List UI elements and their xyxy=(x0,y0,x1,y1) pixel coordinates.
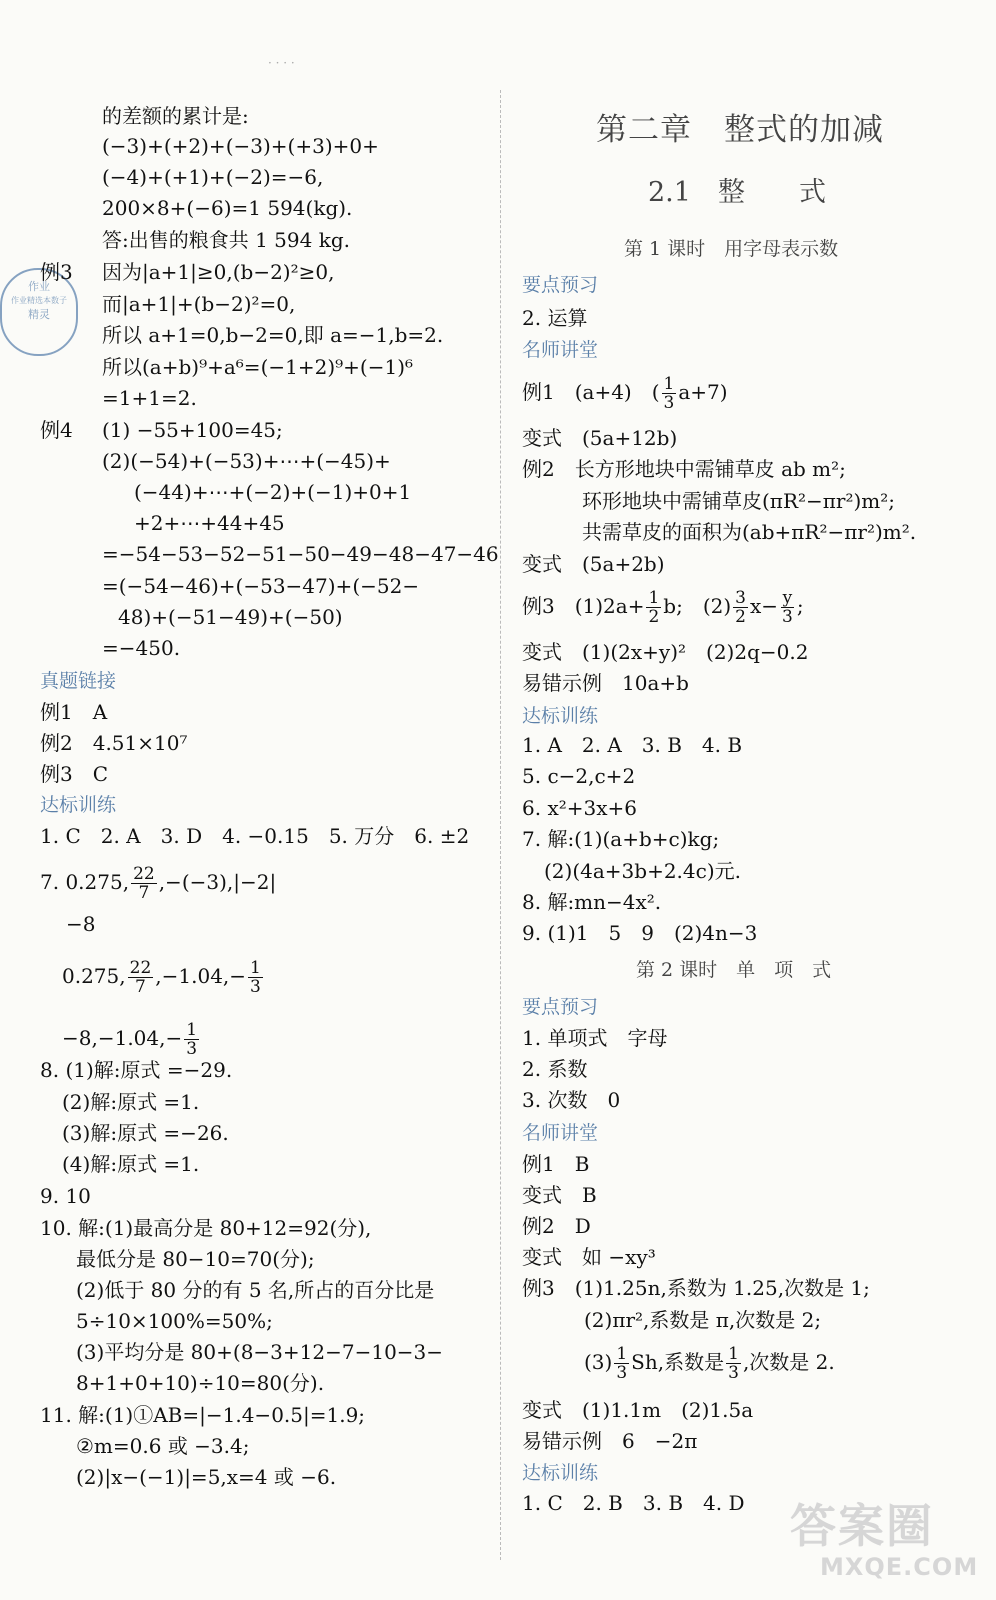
mingshi-item: 变式 如 −xy³ xyxy=(522,1245,656,1269)
column-divider xyxy=(500,90,501,1560)
section-zhenti: 真题链接 xyxy=(40,670,117,692)
intro-line: 200×8+(−6)=1 594(kg). xyxy=(102,196,353,220)
zhenti-item: 例1 A xyxy=(40,700,108,724)
section-yaodian-2: 要点预习 xyxy=(522,996,599,1018)
yicuo-1: 易错示例 10a+b xyxy=(522,671,689,695)
example-3-line: 所以 a+1=0,b−2=0,即 a=−1,b=2. xyxy=(102,323,444,347)
q8-line: (3)解:原式 =−26. xyxy=(62,1121,229,1145)
mingshi-item: 例2 D xyxy=(522,1214,591,1238)
fraction: $\frac{1}{3}$ xyxy=(186,1020,198,1059)
mingshi-item: 变式 B xyxy=(522,1183,597,1207)
example-1: 例1 (a+4) ( $\frac{1}{3}$ a+7) xyxy=(522,374,728,413)
dabiao-item: 6. x²+3x+6 xyxy=(522,796,637,820)
example-3-line: 因为|a+1|≥0,(b−2)²≥0, xyxy=(102,260,335,284)
dabiao-item: (2)(4a+3b+2.4c)元. xyxy=(544,859,741,883)
watermark-logo: 答案圈 MXQE.COM xyxy=(790,1499,979,1581)
fraction: $\frac{1}{3}$ xyxy=(663,374,675,413)
bianshi-4: 变式 (1)1.1m (2)1.5a xyxy=(522,1398,754,1422)
example-2-line: 共需草皮的面积为(ab+πR²−πr²)m². xyxy=(582,520,917,544)
q7-line2: −8 xyxy=(66,912,96,936)
answers-1-6: 1. C 2. A 3. D 4. −0.15 5. 万分 6. ±2 xyxy=(40,824,470,848)
lesson-2-title: 第 2 课时 单 项 式 xyxy=(636,959,832,981)
intro-line: 答:出售的粮食共 1 594 kg. xyxy=(102,228,350,252)
yicuo-2: 易错示例 6 −2π xyxy=(522,1429,698,1453)
example-3-line: =1+1=2. xyxy=(102,386,197,410)
intro-line: 的差额的累计是: xyxy=(102,104,249,128)
example-4-line: (2)(−54)+(−53)+⋯+(−45)+ xyxy=(102,449,391,473)
dabiao-item: 7. 解:(1)(a+b+c)kg; xyxy=(522,827,720,851)
example-4-line: =−54−53−52−51−50−49−48−47−46 xyxy=(102,542,499,566)
section-dabiao-1: 达标训练 xyxy=(522,705,599,727)
fraction: $\frac{y}{3}$ xyxy=(782,588,793,627)
example-3-label: 例3 xyxy=(40,260,73,284)
fraction: $\frac{1}{2}$ xyxy=(648,588,660,627)
section-title: 2.1 整 式 xyxy=(648,177,826,208)
bianshi-2: 变式 (5a+2b) xyxy=(522,552,665,576)
example-3-line: 所以(a+b)⁹+a⁶=(−1+2)⁹+(−1)⁶ xyxy=(102,355,414,379)
fraction: $\frac{1}{3}$ xyxy=(250,958,261,997)
q10-line: (2)低于 80 分的有 5 名,所占的百分比是 xyxy=(76,1278,435,1302)
yaodian-item: 3. 次数 0 xyxy=(522,1088,621,1112)
example-4-line: 48)+(−51−49)+(−50) xyxy=(118,605,343,629)
example-3b-line3: (3) $\frac{1}{3}$ Sh,系数是 $\frac{1}{3}$ ,次数是 2. xyxy=(584,1344,835,1383)
q8-line: 8. (1)解:原式 =−29. xyxy=(40,1058,233,1082)
fraction: $\frac{1}{3}$ xyxy=(728,1344,739,1383)
example-2-line: 环形地块中需铺草皮(πR²−πr²)m²; xyxy=(582,489,896,513)
yaodian-item: 1. 单项式 字母 xyxy=(522,1026,668,1050)
fraction: $\frac{1}{3}$ xyxy=(616,1344,628,1383)
q10-line: 10. 解:(1)最高分是 80+12=92(分), xyxy=(40,1216,372,1240)
section-dabiao: 达标训练 xyxy=(40,794,117,816)
example-4-line: (1) −55+100=45; xyxy=(102,418,283,442)
q8-line: (4)解:原式 =1. xyxy=(62,1152,200,1176)
example-4-line: =−450. xyxy=(102,636,181,660)
q10-line: 8+1+0+10)÷10=80(分). xyxy=(76,1371,325,1395)
chapter-title: 第二章 整式的加减 xyxy=(596,112,884,148)
bianshi-3: 变式 (1)(2x+y)² (2)2q−0.2 xyxy=(522,640,809,664)
fraction: $\frac{22}{7}$ xyxy=(129,958,152,997)
fraction: $\frac{22}{7}$ xyxy=(133,864,155,903)
yaodian-item: 2. 系数 xyxy=(522,1057,588,1081)
dabiao-item: 1. C 2. B 3. B 4. D xyxy=(522,1491,745,1515)
q7-line1: 7. 0.275, $\frac{22}{7}$ ,−(−3),|−2| xyxy=(40,864,277,903)
q8-line: (2)解:原式 =1. xyxy=(62,1090,200,1114)
q9: 9. 10 xyxy=(40,1184,91,1208)
q10-line: (3)平均分是 80+(8−3+12−7−10−3− xyxy=(76,1340,444,1364)
lesson-1-title: 第 1 课时 用字母表示数 xyxy=(624,238,839,260)
example-2-line: 例2 长方形地块中需铺草皮 ab m²; xyxy=(522,457,846,481)
section-mingshi-1: 名师讲堂 xyxy=(522,339,599,361)
q11-line: ②m=0.6 或 −3.4; xyxy=(76,1434,250,1458)
example-3b-line: (2)πr²,系数是 π,次数是 2; xyxy=(584,1308,822,1332)
example-4-line: (−44)+⋯+(−2)+(−1)+0+1 xyxy=(134,480,412,504)
yaodian-item: 2. 运算 xyxy=(522,306,588,330)
zhenti-item: 例2 4.51×10⁷ xyxy=(40,731,188,755)
q7-line4: −8,−1.04,− $\frac{1}{3}$ xyxy=(62,1020,198,1059)
dabiao-item: 9. (1)1 5 9 (2)4n−3 xyxy=(522,921,758,945)
example-3-line: 而|a+1|+(b−2)²=0, xyxy=(102,292,296,316)
bianshi-1: 变式 (5a+12b) xyxy=(522,426,678,450)
q11-line: (2)|x−(−1)|=5,x=4 或 −6. xyxy=(76,1465,337,1489)
mingshi-item: 例1 B xyxy=(522,1152,590,1176)
fraction: $\frac{3}{2}$ xyxy=(735,588,746,627)
dabiao-item: 8. 解:mn−4x². xyxy=(522,890,662,914)
intro-line: (−3)+(+2)+(−3)+(+3)+0+ xyxy=(102,134,379,158)
q11-line: 11. 解:(1)①AB=|−1.4−0.5|=1.9; xyxy=(40,1403,366,1427)
header-dots: · · · · xyxy=(268,56,295,70)
section-yaodian-1: 要点预习 xyxy=(522,274,599,296)
section-mingshi-2: 名师讲堂 xyxy=(522,1122,599,1144)
intro-line: (−4)+(+1)+(−2)=−6, xyxy=(102,165,324,189)
example-3b-line: 例3 (1)1.25n,系数为 1.25,次数是 1; xyxy=(522,1276,870,1300)
example-4-line: =(−54−46)+(−53−47)+(−52− xyxy=(102,574,420,598)
section-dabiao-2: 达标训练 xyxy=(522,1462,599,1484)
zhenti-item: 例3 C xyxy=(40,762,109,786)
q10-line: 5÷10×100%=50%; xyxy=(76,1309,273,1333)
example-4-line: +2+⋯+44+45 xyxy=(134,511,285,535)
example-4-label: 例4 xyxy=(40,418,73,442)
dabiao-item: 1. A 2. A 3. B 4. B xyxy=(522,733,743,757)
dabiao-item: 5. c−2,c+2 xyxy=(522,764,636,788)
example-3: 例3 (1)2a+ $\frac{1}{2}$ b; (2) $\frac{3}{2}$ x− $\frac{y}{3}$ ; xyxy=(522,588,804,627)
q7-line3: 0.275, $\frac{22}{7}$ ,−1.04,− $\frac{1}{3}$ xyxy=(62,958,261,997)
q10-line: 最低分是 80−10=70(分); xyxy=(76,1247,315,1271)
homework-stamp: 作业 作业精选本数子 精灵 xyxy=(0,268,78,356)
